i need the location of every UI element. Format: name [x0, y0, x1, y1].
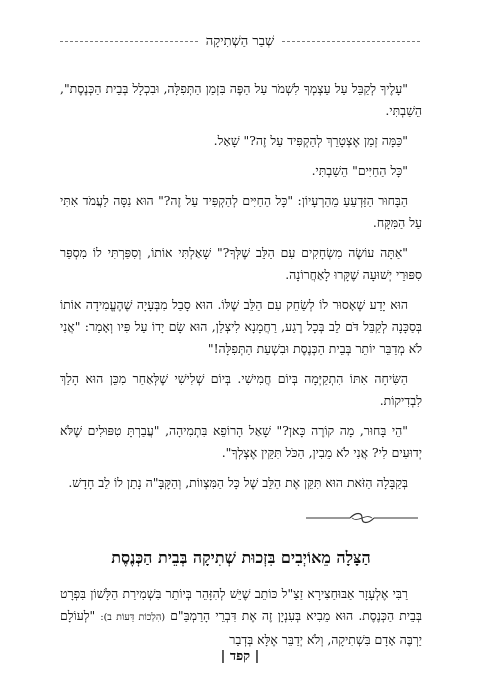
page-number: | קפד |	[220, 649, 260, 664]
body-text	[60, 78, 422, 659]
header-rule-right	[60, 41, 198, 42]
paragraph: הַשִּׂיחָה אִתּוֹ הִתְקַיְּמָה בְּיוֹם חֲמִישִׁי. בְּיוֹם שְׁלִישִׁי שֶׁלְּאַחַר מִכֵּן הוּא הָלַךְ לִבְדִיקוֹת.	[60, 371, 422, 408]
paragraph: הַבָּחוּר הַזַּדְעֵעַ מֵהַרְעָיוֹן: "כָּל הַחַיִּים לְהַקְפִּיד עַל זֶה?" הוּא נִסָּה לַעֲמֹד אִתִּי עַל הַמִּקָּח.	[60, 193, 422, 230]
source-citation: (הִלְכוֹת דֵּעוֹת ב):	[100, 612, 166, 623]
section-intro: רַבִּי אֶלְעָזָר אַבּוּחַצִירָא זַצַ"ל כּוֹתֵב שֶׁיֵּשׁ לְהִזָּהֵר בְּיוֹתֵר בִּשְׁמִירַת הַלָּשׁוֹן בִּפְרָט בְּבֵית הַכְּנֶסֶת. הוּא מֵבִיא בְּעִנְיָן זֶה אֶת דִּבְרֵי הָרַמְבַּ"ם	[60, 586, 422, 623]
ornament-divider-icon	[302, 512, 422, 524]
paragraph: "כָּל הַחַיִּים" הֵשַׁבְתִּי.	[311, 163, 408, 178]
paragraph: "הֵי בָּחוּר, מָה קוֹרֶה כָּאן?" שָׁאַל הָרוֹפֵא בִּתְמִיהָה, "עֲבַרְתָּ טִפּוּלִים שֶׁלֹּא יְדוּעִים לִי? אֲנִי לֹא מֵבִין, הַכֹּל תִּקֵּין אֶצְלְךָ".	[60, 423, 422, 460]
paragraph: בְּקַבָּלָה הַזֹּאת הוּא תִּקֵּן אֶת הַלֵּב שֶׁל כָּל הַמִּצְווֹת, וְהַקָּבָּ"ה נָתַן לוֹ לֵב חָדָשׁ.	[68, 475, 408, 490]
paragraph: הוּא יָדַע שֶׁאָסוּר לוֹ לְשַׂחֵק עִם הַלֵּב שֶׁלּוֹ. הוּא סָבַל מִבְּעָיָה שֶׁהֶעֱמִידָה אוֹתוֹ בְּסַכָּנָה לְקַבֵּל דֹּם לֵב בְּכָל רֶגַע, רַחֲמָנָא לִיצְלַן, הוּא שָׂם יָדוֹ עַל פִּיו וְאָמַר: "אֲנִי לֹא מְדַבֵּר יוֹתֵר בְּבֵית הַכְּנֶסֶת וּבִשְׁעַת הַתְּפִלָּה!"	[60, 297, 422, 356]
header-rule-left	[282, 41, 420, 42]
paragraph: "עָלֶיךָ לְקַבֵּל עַל עַצְמְךָ לִשְׁמֹר עַל הַפֶּה בִּזְמַן הַתְּפִלָּה, וּבִכְלָל בְּבֵית הַכְּנֶסֶת", הֵשַׁבְתִּי.	[60, 81, 422, 118]
section-paragraph	[60, 583, 422, 651]
running-header	[60, 30, 420, 52]
paragraph: "אַתָּה עוֹשֶׂה מִשְׂחָקִים עִם הַלֵּב שֶׁלְּךָ?" שָׁאַלְתִּי אוֹתוֹ, וְסִפַּרְתִּי לוֹ מִסְפַּר סִפּוּרֵי יְשׁוּעָה שֶׁקָּרוּ לָאַחֲרוֹנָה.	[60, 245, 422, 282]
section-title: הַצָּלָה מֵאוֹיְבִים בִּזְכוּת שְׁתִיקָה בְּבֵית הַכְּנֶסֶת	[111, 548, 371, 567]
section-quote: "לְעוֹלָם יַרְבֶּה אָדָם בִּשְׁתִיקָה, וְלֹא יְדַבֵּר אֶלָּא בְּדְבַר	[60, 608, 422, 647]
paragraph: "כַּמָּה זְמַן אֶצְטָרֵךְ לְהַקְפִּיד עַל זֶה?" שָׁאַל.	[213, 133, 408, 148]
header-title: שְׁבַר הַשְׁתִיקָה	[205, 34, 275, 49]
